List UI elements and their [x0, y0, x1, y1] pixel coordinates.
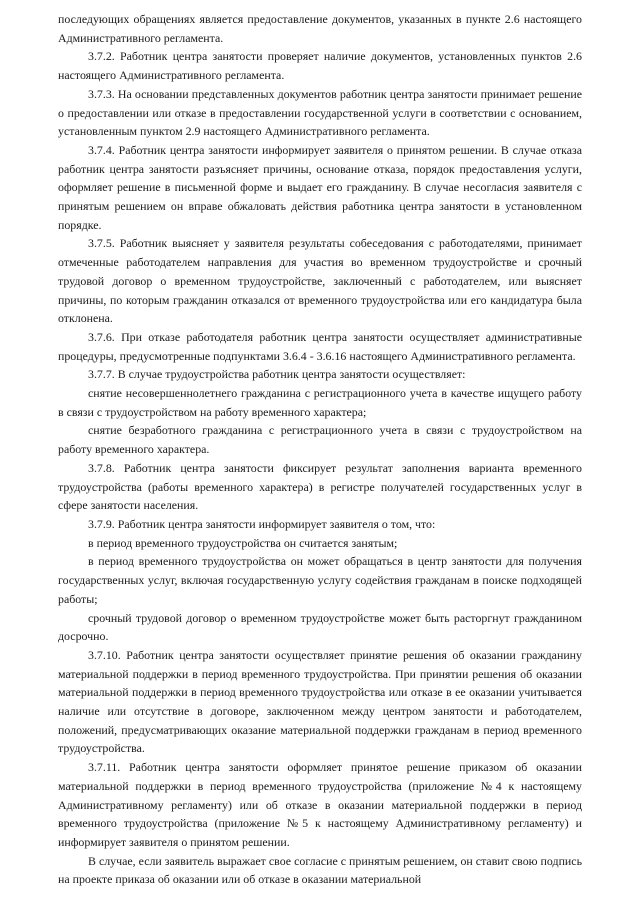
paragraph-3-7-7: 3.7.7. В случае трудоустройства работник центра занятости осуществляет:	[88, 367, 466, 382]
paragraph-continuation: последующих обращениях является предоставление документов, указанных в пункте 2.6 настоящего Административного регламента.	[58, 12, 582, 45]
list-item-may-apply: в период временного трудоустройства он может обращаться в центр занятости для получения государственных услуг, включая государственную услугу содействия гражданам в поиске подходящей работы;	[58, 554, 582, 606]
list-item-contract-termination: срочный трудовой договор о временном трудоустройстве может быть расторгнут гражданином досрочно.	[58, 610, 582, 644]
paragraph-3-7-4: 3.7.4. Работник центра занятости информирует заявителя о принятом решении. В случае отказа работник центра занятости разъясняет причины, основание отказа, порядок предоставления услуги, оформляет решение в письменной форме и выдает его гражданину. В случае несогласия заявителя с принятым решением он вправе обжаловать действия работника центра занятости в установленном порядке.	[58, 142, 582, 232]
paragraph-3-7-9: 3.7.9. Работник центра занятости информирует заявителя о том, что:	[88, 516, 436, 531]
paragraph-3-7-10: 3.7.10. Работник центра занятости осуществляет принятие решения об оказании гражданину материальной поддержки в период временного трудоустройства. При принятии решения об оказании материальной поддержки в период временного трудоустройства или отказе в ее оказании учитывается наличие или отсутствие в договоре, заключенном между центром занятости и работодателем, положений, предусматривающих оказание материальной поддержки гражданам в период временного трудоустройства.	[58, 647, 582, 756]
paragraph-3-7-11: 3.7.11. Работник центра занятости оформляет принятое решение приказом об оказании материальной поддержки в период временного трудоустройства (приложение №4 к настоящему Административному регламенту) или об отказе в оказании материальной поддержки в период временного трудоустройства (приложение №5 к настоящему Административному регламенту) и информирует заявителя о принятом решении.	[58, 760, 582, 849]
paragraph-consent: В случае, если заявитель выражает свое согласие с принятым решением, он ставит свою подпись на проекте приказа об оказании или об отказе в оказании материальной	[58, 853, 582, 887]
list-item-minor-deregistration: снятие несовершеннолетнего гражданина с регистрационного учета в качестве ищущего работу в связи с трудоустройством на работу временного характера;	[58, 386, 582, 419]
paragraph-3-7-3: 3.7.3. На основании представленных документов работник центра занятости принимает решение о предоставлении или отказе в предоставлении государственной услуги в соответствии с основанием, установленным пунктом 2.9 настоящего Административного регламента.	[58, 86, 582, 139]
paragraph-3-7-2: 3.7.2. Работник центра занятости проверяет наличие документов, установленных пунктов 2.6 настоящего Административного регламента.	[58, 49, 582, 83]
paragraph-3-7-5: 3.7.5. Работник выясняет у заявителя результаты собеседования с работодателями, принимает отмеченные работодателем направления для участия во временном трудоустройстве и срочный трудовой договор о временном трудоустройстве, заключенный с работодателем, или выясняет причины, по которым гражданин отказался от временного трудоустройства или его кандидатура была отклонена.	[58, 236, 582, 326]
paragraph-3-7-8: 3.7.8. Работник центра занятости фиксирует результат заполнения варианта временного трудоустройства (работы временного характера) в регистре получателей государственных услуг в сфере занятости населения.	[58, 460, 582, 513]
paragraph-3-7-6: 3.7.6. При отказе работодателя работник центра занятости осуществляет административные процедуры, предусмотренные подпунктами 3.6.4 - 3.6.16 настоящего Административного регламента.	[58, 329, 582, 363]
list-item-unemployed-deregistration: снятие безработного гражданина с регистрационного учета в связи с трудоустройством на работу временного характера.	[58, 423, 582, 457]
list-item-considered-employed: в период временного трудоустройства он считается занятым;	[88, 535, 398, 550]
